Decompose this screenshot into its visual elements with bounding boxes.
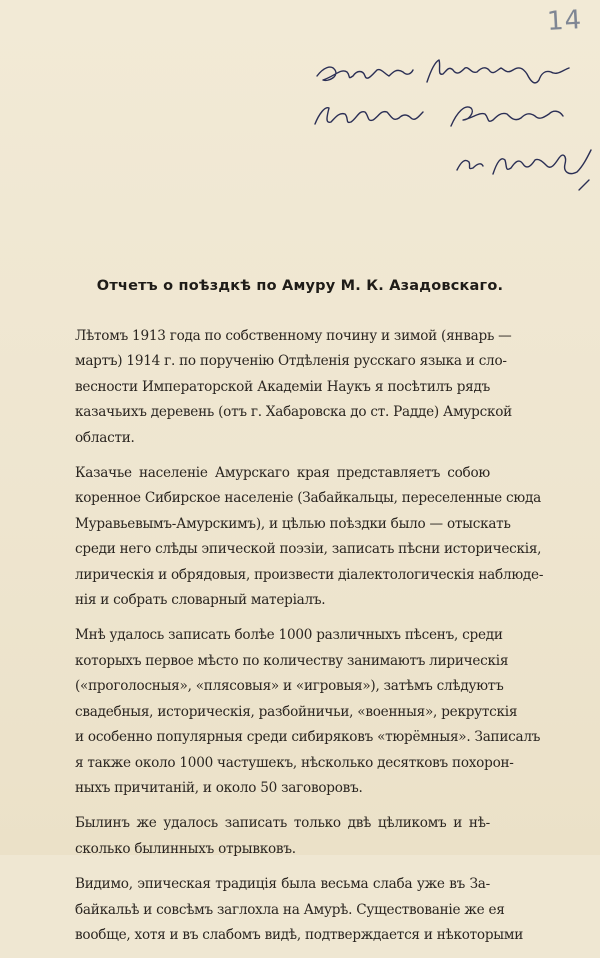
paragraph-3: [75, 623, 541, 801]
text-line: свадебныя, историческія, разбойничьи, «военныя», рекрутскія: [75, 703, 518, 720]
text-line: я также около 1000 частушекъ, нѣсколько десятковъ похорон-: [75, 754, 514, 771]
text-line: среди него слѣды эпической поэзіи, записать пѣсни историческія,: [75, 541, 542, 558]
text-line: нія и собрать словарный матеріалъ.: [75, 592, 326, 609]
paragraph-1: [75, 324, 512, 451]
text-line: коренное Сибирское населеніе (Забайкальцы, переселенные сюда: [75, 490, 541, 507]
document-body: [75, 324, 544, 958]
text-line: которыхъ первое мѣсто по количеству занимаютъ лирическія: [75, 652, 509, 669]
paragraph-2: [75, 461, 544, 613]
text-line: казачьихъ деревень (отъ г. Хабаровска до ст. Радде) Амурской: [75, 404, 512, 421]
text-line: ныхъ причитаній, и около 50 заговоровъ.: [75, 779, 363, 796]
text-line: вообще, хотя и въ слабомъ видѣ, подтверждается и нѣкоторыми: [75, 926, 524, 943]
text-line: Муравьевымъ-Амурскимъ), и цѣлью поѣздки было — отыскать: [75, 515, 511, 532]
text-line: сколько былинныхъ отрывковъ.: [75, 840, 296, 857]
text-line: мартъ) 1914 г. по порученію Отдѣленія русскаго языка и сло-: [75, 353, 507, 370]
text-line: Видимо, эпическая традиція была весьма слаба уже въ За-: [75, 876, 490, 893]
text-line: области.: [75, 429, 135, 446]
text-line: и особенно популярныя среди сибиряковъ «тюрёмныя». Записалъ: [75, 729, 541, 746]
text-line: Казачье населеніе Амурскаго края представляетъ собою: [75, 465, 490, 482]
text-line: байкальѣ и совсѣмъ заглохла на Амурѣ. Существованіе же ея: [75, 901, 505, 918]
document-title: Отчетъ о поѣздкѣ по Амуру М. К. Азадовскаго.: [96, 278, 504, 294]
paragraph-5: [75, 872, 524, 948]
text-line: Былинъ же удалось записать только двѣ цѣликомъ и нѣ-: [75, 815, 490, 832]
page-number: 14: [546, 5, 583, 37]
text-line: («проголосныя», «плясовыя» и «игровыя»), затѣмъ слѣдуютъ: [75, 678, 504, 695]
text-line: весности Императорской Академіи Наукъ я посѣтилъ рядъ: [75, 378, 490, 395]
text-line: Мнѣ удалось записать болѣе 1000 различныхъ пѣсенъ, среди: [75, 627, 503, 644]
text-line: лирическія и обрядовыя, произвести діалектологическія наблюде-: [75, 566, 544, 583]
handwritten-dedication: [295, 40, 595, 200]
text-line: Лѣтомъ 1913 года по собственному почину и зимой (январь —: [75, 328, 512, 344]
